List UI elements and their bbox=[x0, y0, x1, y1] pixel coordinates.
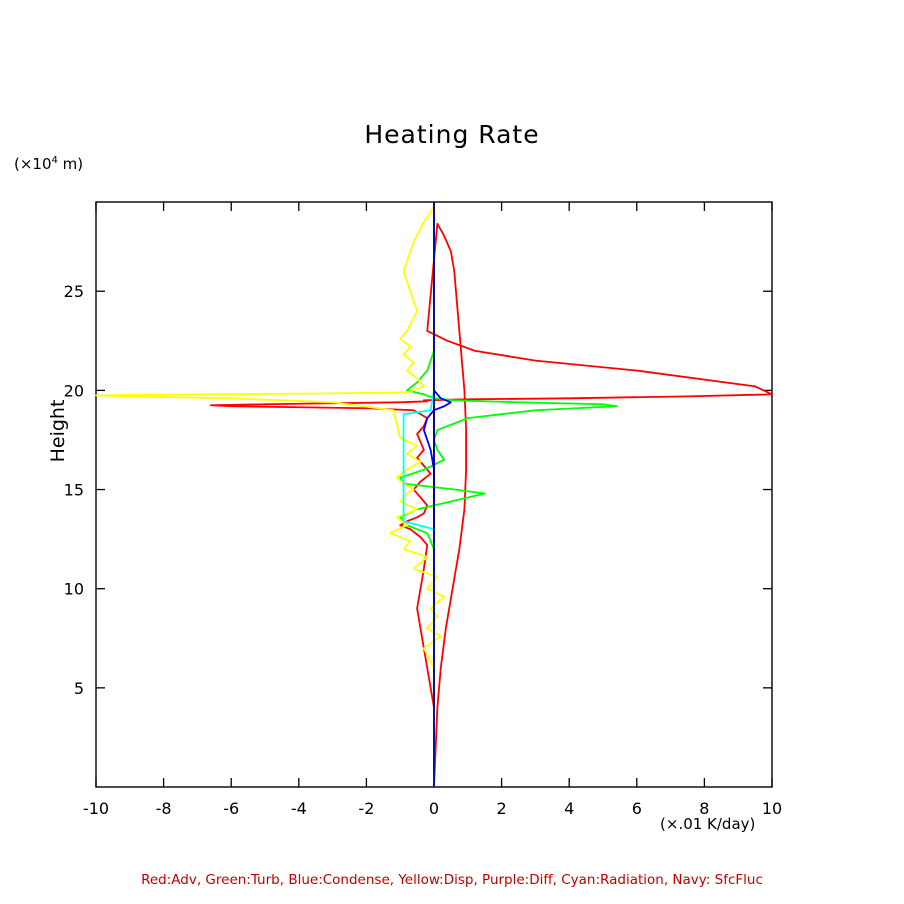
legend-caption: Red:Adv, Green:Turb, Blue:Condense, Yellow:Disp, Purple:Diff, Cyan:Radiation, Navy: SfcFluc bbox=[141, 872, 763, 888]
series-line-disp bbox=[96, 202, 444, 787]
x-tick-label: 10 bbox=[761, 799, 783, 818]
y-unit-exponent: 4 bbox=[51, 155, 58, 166]
x-tick-label: -6 bbox=[223, 799, 240, 818]
x-tick-label: -4 bbox=[290, 799, 307, 818]
y-axis-label: Height bbox=[47, 399, 69, 463]
series-line-adv bbox=[211, 224, 772, 787]
page-title: Heating Rate bbox=[364, 120, 540, 149]
x-tick-label: 2 bbox=[496, 799, 507, 818]
y-tick-label: 5 bbox=[73, 678, 84, 698]
x-tick-label: 4 bbox=[564, 799, 575, 818]
y-tick-label: 15 bbox=[63, 480, 84, 500]
data-series-group bbox=[96, 202, 772, 787]
x-tick-label: 8 bbox=[699, 799, 710, 818]
y-unit-prefix: (×10 bbox=[14, 155, 52, 173]
y-tick-label: 10 bbox=[63, 579, 84, 599]
x-tick-label: 0 bbox=[428, 799, 440, 818]
x-tick-label: -8 bbox=[155, 799, 172, 818]
y-tick-label: 20 bbox=[63, 381, 84, 401]
x-tick-label: 6 bbox=[631, 799, 642, 818]
y-unit-suffix: m) bbox=[57, 155, 84, 173]
x-axis-label: (×.01 K/day) bbox=[660, 815, 756, 833]
axis-tick-labels bbox=[64, 282, 783, 818]
y-tick-label: 25 bbox=[63, 282, 84, 302]
x-tick-label: -10 bbox=[82, 799, 110, 818]
x-tick-label: -2 bbox=[358, 799, 375, 818]
